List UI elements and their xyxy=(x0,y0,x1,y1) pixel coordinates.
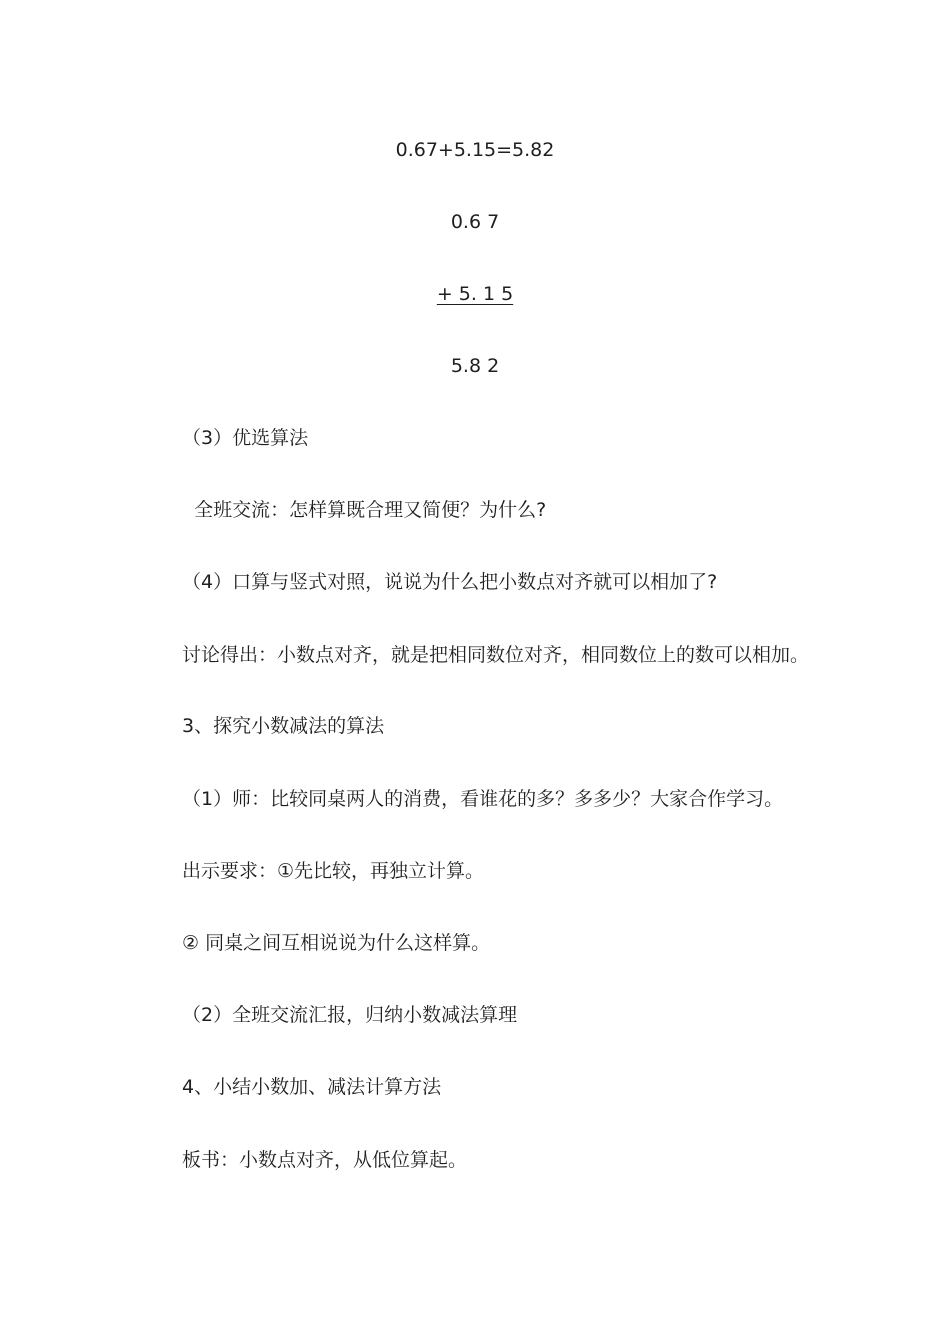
paragraph: 全班交流：怎样算既合理又简便？为什么? xyxy=(182,499,547,521)
paragraph: （2）全班交流汇报，归纳小数减法算理 xyxy=(182,1004,518,1026)
section-heading: 4、小结小数加、减法计算方法 xyxy=(182,1076,442,1098)
paragraph: （1）师：比较同桌两人的消费，看谁花的多？多多少？大家合作学习。 xyxy=(182,788,784,810)
paragraph: （3）优选算法 xyxy=(182,427,309,449)
paragraph: 讨论得出：小数点对齐，就是把相同数位对齐，相同数位上的数可以相加。 xyxy=(182,644,810,666)
vertical-addend-top: 0.6 7 xyxy=(450,211,500,233)
paragraph: ② 同桌之间互相说说为什么这样算。 xyxy=(182,932,491,954)
vertical-addend-second xyxy=(0,280,950,308)
vertical-addend-second-text: + 5. 1 5 xyxy=(436,283,514,305)
paragraph: 板书：小数点对齐，从低位算起。 xyxy=(182,1149,468,1171)
equation-expression: 0.67+5.15=5.82 xyxy=(395,139,555,161)
section-heading: 3、探究小数减法的算法 xyxy=(182,715,385,737)
paragraph: 出示要求：①先比较，再独立计算。 xyxy=(182,860,485,882)
paragraph: （4）口算与竖式对照，说说为什么把小数点对齐就可以相加了? xyxy=(182,571,718,593)
vertical-result: 5.8 2 xyxy=(450,355,500,377)
